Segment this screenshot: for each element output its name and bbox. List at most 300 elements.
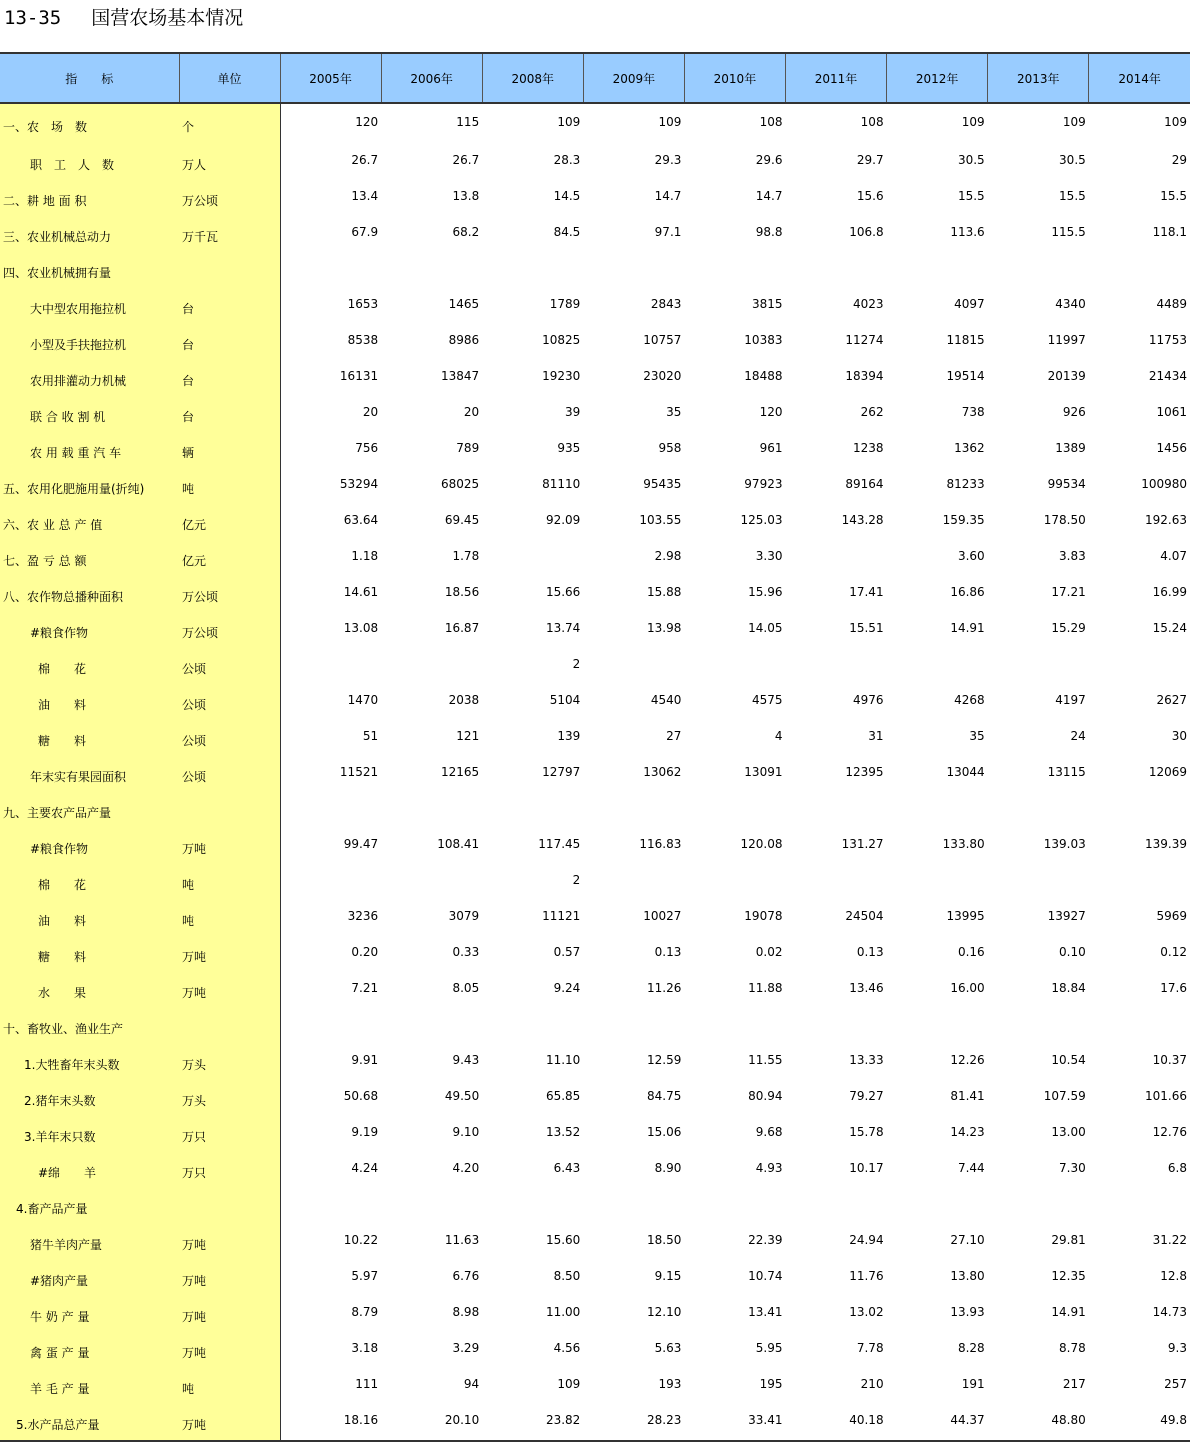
header-year: 2006年 xyxy=(381,53,482,103)
cell-value: 81233 xyxy=(946,477,985,491)
cell-value xyxy=(887,864,988,900)
cell-value: 8.98 xyxy=(452,1305,480,1319)
cell-value xyxy=(381,792,482,828)
cell-value xyxy=(785,648,886,684)
table-row xyxy=(0,540,1190,576)
row-indicator: 3.羊年末只数 xyxy=(0,1116,179,1152)
cell-value xyxy=(583,864,684,900)
cell-value: 99534 xyxy=(1047,477,1086,491)
table-row xyxy=(0,360,1190,396)
cell-value: 13.41 xyxy=(748,1305,783,1319)
cell-value: 19078 xyxy=(744,909,783,923)
row-indicator: 小型及手扶拖拉机 xyxy=(0,324,179,360)
cell-value xyxy=(381,648,482,684)
cell-value xyxy=(988,252,1089,288)
row-unit: 万吨 xyxy=(179,828,280,864)
cell-value: 11274 xyxy=(845,333,884,347)
cell-value: 29.6 xyxy=(755,153,783,167)
cell-value: 10.74 xyxy=(748,1269,783,1283)
cell-value: 131.27 xyxy=(841,837,884,851)
table-body xyxy=(0,103,1190,1441)
header-year: 2013年 xyxy=(988,53,1089,103)
row-unit: 公顷 xyxy=(179,648,280,684)
cell-value: 192.63 xyxy=(1145,513,1187,527)
cell-value: 4.20 xyxy=(452,1161,480,1175)
cell-value: 115.5 xyxy=(1051,225,1086,239)
cell-value: 14.5 xyxy=(553,189,581,203)
cell-value xyxy=(785,252,886,288)
row-indicator: 联 合 收 割 机 xyxy=(0,396,179,432)
cell-value: 97.1 xyxy=(654,225,682,239)
cell-value: 84.5 xyxy=(553,225,581,239)
row-indicator: 四、农业机械拥有量 xyxy=(0,252,179,288)
cell-value: 39 xyxy=(565,405,581,419)
cell-value: 121 xyxy=(456,729,480,743)
cell-value: 12797 xyxy=(542,765,581,779)
table-row xyxy=(0,1368,1190,1404)
row-indicator: 二、耕 地 面 积 xyxy=(0,180,179,216)
table-row xyxy=(0,1224,1190,1260)
cell-value: 20 xyxy=(463,405,480,419)
cell-value: 28.23 xyxy=(583,1404,684,1441)
cell-value: 1362 xyxy=(954,441,985,455)
row-unit: 万公顷 xyxy=(179,612,280,648)
data-table xyxy=(0,52,1190,1442)
cell-value: 5.63 xyxy=(654,1341,682,1355)
cell-value: 1456 xyxy=(1156,441,1187,455)
cell-value: 12.26 xyxy=(950,1053,985,1067)
row-indicator: 七、盈 亏 总 额 xyxy=(0,540,179,576)
cell-value: 51 xyxy=(362,729,379,743)
cell-value: 1389 xyxy=(1055,441,1086,455)
cell-value: 935 xyxy=(557,441,581,455)
cell-value: 738 xyxy=(961,405,985,419)
table-row xyxy=(0,1116,1190,1152)
cell-value: 195 xyxy=(759,1377,783,1391)
row-indicator: 羊 毛 产 量 xyxy=(0,1368,179,1404)
cell-value: 33.41 xyxy=(684,1404,785,1441)
row-indicator: 禽 蛋 产 量 xyxy=(0,1332,179,1368)
cell-value xyxy=(887,1188,988,1224)
cell-value: 14.73 xyxy=(1152,1305,1187,1319)
cell-value: 11753 xyxy=(1148,333,1187,347)
cell-value: 26.7 xyxy=(452,153,480,167)
cell-value: 8.78 xyxy=(1059,1341,1086,1355)
cell-value: 4197 xyxy=(1055,693,1086,707)
cell-value: 113.6 xyxy=(950,225,985,239)
cell-value: 139 xyxy=(557,729,581,743)
cell-value: 13927 xyxy=(1047,909,1086,923)
cell-value: 27.10 xyxy=(950,1233,985,1247)
table-row xyxy=(0,1332,1190,1368)
cell-value: 8538 xyxy=(347,333,379,347)
cell-value: 107.59 xyxy=(1043,1089,1086,1103)
row-unit: 公顷 xyxy=(179,684,280,720)
cell-value: 13847 xyxy=(441,369,480,383)
cell-value: 30 xyxy=(1171,729,1187,743)
row-unit: 台 xyxy=(179,324,280,360)
cell-value: 789 xyxy=(456,441,480,455)
cell-value: 0.13 xyxy=(856,945,884,959)
cell-value: 0.57 xyxy=(553,945,581,959)
cell-value xyxy=(887,792,988,828)
cell-value: 6.43 xyxy=(553,1161,581,1175)
cell-value xyxy=(988,792,1089,828)
cell-value: 92.09 xyxy=(545,513,581,527)
cell-value: 10.22 xyxy=(343,1233,379,1247)
row-indicator: 一、农 场 数 xyxy=(0,103,179,144)
row-unit: 台 xyxy=(179,360,280,396)
row-unit: 吨 xyxy=(179,1368,280,1404)
row-unit: 万只 xyxy=(179,1152,280,1188)
cell-value: 9.10 xyxy=(452,1125,480,1139)
cell-value xyxy=(482,1008,583,1044)
cell-value: 120 xyxy=(759,405,783,419)
cell-value: 0.02 xyxy=(755,945,783,959)
cell-value: 17.6 xyxy=(1160,981,1187,995)
cell-value: 120 xyxy=(355,115,379,129)
table-row xyxy=(0,103,1190,144)
cell-value: 68025 xyxy=(441,477,480,491)
cell-value xyxy=(280,864,381,900)
cell-value: 108 xyxy=(759,115,783,129)
cell-value: 6.8 xyxy=(1167,1161,1187,1175)
cell-value: 89164 xyxy=(845,477,884,491)
cell-value: 4575 xyxy=(751,693,783,707)
cell-value: 15.78 xyxy=(849,1125,884,1139)
cell-value: 109 xyxy=(557,115,581,129)
cell-value: 8986 xyxy=(448,333,480,347)
cell-value: 13115 xyxy=(1047,765,1086,779)
cell-value: 15.5 xyxy=(957,189,985,203)
cell-value: 100980 xyxy=(1141,477,1187,491)
cell-value: 3.83 xyxy=(1059,549,1086,563)
cell-value xyxy=(684,648,785,684)
header-year: 2011年 xyxy=(785,53,886,103)
cell-value xyxy=(684,1008,785,1044)
cell-value: 15.6 xyxy=(856,189,884,203)
row-unit: 万只 xyxy=(179,1116,280,1152)
table-row xyxy=(0,900,1190,936)
table-row xyxy=(0,288,1190,324)
row-indicator: #猪肉产量 xyxy=(0,1260,179,1296)
cell-value: 28.3 xyxy=(553,153,581,167)
table-row xyxy=(0,180,1190,216)
table-row xyxy=(0,684,1190,720)
header-year: 2010年 xyxy=(684,53,785,103)
cell-value: 69.45 xyxy=(444,513,480,527)
cell-value: 5.95 xyxy=(755,1341,783,1355)
cell-value xyxy=(280,1008,381,1044)
cell-value: 14.61 xyxy=(343,585,379,599)
cell-value: 16.00 xyxy=(950,981,985,995)
row-unit: 万吨 xyxy=(179,936,280,972)
row-indicator: 2.猪年末头数 xyxy=(0,1080,179,1116)
table-row xyxy=(0,1008,1190,1044)
cell-value: 17.41 xyxy=(849,585,884,599)
cell-value: 26.7 xyxy=(351,153,379,167)
row-unit: 台 xyxy=(179,288,280,324)
table-row xyxy=(0,720,1190,756)
cell-value xyxy=(684,252,785,288)
cell-value: 0.33 xyxy=(452,945,480,959)
row-unit: 公顷 xyxy=(179,756,280,792)
cell-value: 2843 xyxy=(650,297,682,311)
cell-value: 103.55 xyxy=(639,513,682,527)
table-row xyxy=(0,216,1190,252)
cell-value: 14.7 xyxy=(654,189,682,203)
row-unit: 辆 xyxy=(179,432,280,468)
cell-value: 0.13 xyxy=(654,945,682,959)
cell-value: 16.87 xyxy=(444,621,480,635)
row-indicator: 油 料 xyxy=(0,900,179,936)
cell-value: 6.76 xyxy=(452,1269,480,1283)
row-indicator: 棉 花 xyxy=(0,864,179,900)
cell-value: 9.43 xyxy=(452,1053,480,1067)
cell-value: 109 xyxy=(658,115,682,129)
table-row xyxy=(0,648,1190,684)
cell-value: 13.52 xyxy=(545,1125,581,1139)
cell-value: 1061 xyxy=(1156,405,1187,419)
cell-value: 11.76 xyxy=(849,1269,884,1283)
cell-value: 18394 xyxy=(845,369,884,383)
cell-value: 8.50 xyxy=(553,1269,581,1283)
cell-value: 115 xyxy=(456,115,480,129)
cell-value: 5.97 xyxy=(351,1269,379,1283)
row-indicator: 棉 花 xyxy=(0,648,179,684)
row-indicator: 5.水产品总产量 xyxy=(0,1404,179,1441)
cell-value: 12.76 xyxy=(1152,1125,1187,1139)
cell-value: 109 xyxy=(1164,115,1187,129)
cell-value: 31.22 xyxy=(1152,1233,1187,1247)
cell-value: 81.41 xyxy=(950,1089,985,1103)
row-unit: 万头 xyxy=(179,1044,280,1080)
cell-value: 18.50 xyxy=(647,1233,682,1247)
cell-value: 13.74 xyxy=(545,621,581,635)
table-row xyxy=(0,252,1190,288)
cell-value: 20.10 xyxy=(381,1404,482,1441)
cell-value: 8.05 xyxy=(452,981,480,995)
table-row xyxy=(0,1296,1190,1332)
row-unit: 万吨 xyxy=(179,1260,280,1296)
row-unit: 亿元 xyxy=(179,504,280,540)
cell-value xyxy=(1089,252,1190,288)
cell-value xyxy=(1089,792,1190,828)
cell-value: 9.24 xyxy=(553,981,581,995)
cell-value: 15.5 xyxy=(1059,189,1086,203)
page-title xyxy=(4,6,243,30)
table-row xyxy=(0,504,1190,540)
cell-value: 14.23 xyxy=(950,1125,985,1139)
cell-value xyxy=(482,540,583,576)
cell-value: 143.28 xyxy=(841,513,884,527)
row-indicator: 4.畜产品产量 xyxy=(0,1188,179,1224)
cell-value xyxy=(785,864,886,900)
header-year: 2012年 xyxy=(887,53,988,103)
header-unit: 单位 xyxy=(179,53,280,103)
cell-value: 23.82 xyxy=(482,1404,583,1441)
cell-value xyxy=(785,792,886,828)
cell-value: 3.60 xyxy=(957,549,985,563)
cell-value: 3.18 xyxy=(351,1341,379,1355)
cell-value: 3.29 xyxy=(452,1341,480,1355)
cell-value xyxy=(887,252,988,288)
row-indicator: #粮食作物 xyxy=(0,828,179,864)
cell-value xyxy=(988,648,1089,684)
cell-value xyxy=(684,864,785,900)
cell-value: 139.03 xyxy=(1043,837,1086,851)
cell-value: 262 xyxy=(860,405,884,419)
table-row xyxy=(0,576,1190,612)
cell-value: 12.35 xyxy=(1051,1269,1086,1283)
table-row xyxy=(0,324,1190,360)
cell-value: 63.64 xyxy=(343,513,379,527)
cell-value: 11815 xyxy=(946,333,985,347)
cell-value: 99.47 xyxy=(343,837,379,851)
cell-value: 13.4 xyxy=(351,189,379,203)
cell-value: 10757 xyxy=(643,333,682,347)
cell-value: 15.5 xyxy=(1160,189,1187,203)
cell-value: 3815 xyxy=(751,297,783,311)
cell-value: 1.78 xyxy=(452,549,480,563)
cell-value: 13.98 xyxy=(647,621,682,635)
cell-value: 15.06 xyxy=(647,1125,682,1139)
cell-value: 50.68 xyxy=(343,1089,379,1103)
cell-value: 18488 xyxy=(744,369,783,383)
cell-value xyxy=(1089,1008,1190,1044)
cell-value: 16131 xyxy=(339,369,379,383)
row-unit xyxy=(179,1008,280,1044)
row-unit: 万吨 xyxy=(179,1332,280,1368)
cell-value: 13062 xyxy=(643,765,682,779)
cell-value: 0.20 xyxy=(351,945,379,959)
cell-value: 926 xyxy=(1062,405,1086,419)
row-indicator: 糖 料 xyxy=(0,936,179,972)
row-unit: 万吨 xyxy=(179,1224,280,1260)
cell-value xyxy=(482,252,583,288)
row-unit: 万公顷 xyxy=(179,576,280,612)
cell-value: 13.93 xyxy=(950,1305,985,1319)
header-year: 2008年 xyxy=(482,53,583,103)
cell-value: 11.00 xyxy=(545,1305,581,1319)
cell-value: 30.5 xyxy=(1059,153,1086,167)
cell-value: 7.30 xyxy=(1059,1161,1086,1175)
cell-value: 30.5 xyxy=(957,153,985,167)
cell-value: 49.50 xyxy=(444,1089,480,1103)
row-unit: 台 xyxy=(179,396,280,432)
cell-value: 2038 xyxy=(448,693,480,707)
cell-value: 29.3 xyxy=(654,153,682,167)
cell-value: 109 xyxy=(557,1377,581,1391)
row-indicator: 糖 料 xyxy=(0,720,179,756)
cell-value: 1465 xyxy=(448,297,480,311)
cell-value: 4.56 xyxy=(553,1341,581,1355)
cell-value xyxy=(583,252,684,288)
cell-value: 19230 xyxy=(542,369,581,383)
cell-value: 11.26 xyxy=(647,981,682,995)
table-row xyxy=(0,612,1190,648)
cell-value: 11.55 xyxy=(748,1053,783,1067)
cell-value: 11.10 xyxy=(545,1053,581,1067)
row-indicator: 三、农业机械总动力 xyxy=(0,216,179,252)
cell-value: 97923 xyxy=(744,477,783,491)
cell-value xyxy=(1089,1188,1190,1224)
cell-value: 4097 xyxy=(954,297,985,311)
cell-value: 53294 xyxy=(339,477,379,491)
cell-value: 11121 xyxy=(542,909,581,923)
row-indicator: 农用排灌动力机械 xyxy=(0,360,179,396)
cell-value: 7.21 xyxy=(351,981,379,995)
cell-value: 35 xyxy=(969,729,985,743)
cell-value xyxy=(887,1008,988,1044)
row-unit: 万吨 xyxy=(179,1296,280,1332)
cell-value: 257 xyxy=(1164,1377,1187,1391)
cell-value: 125.03 xyxy=(740,513,783,527)
cell-value: 12395 xyxy=(845,765,884,779)
cell-value: 11.88 xyxy=(748,981,783,995)
cell-value: 111 xyxy=(355,1377,379,1391)
cell-value: 10.37 xyxy=(1152,1053,1187,1067)
cell-value: 9.19 xyxy=(351,1125,379,1139)
cell-value: 13.00 xyxy=(1051,1125,1086,1139)
table-row xyxy=(0,828,1190,864)
cell-value: 80.94 xyxy=(748,1089,783,1103)
cell-value xyxy=(988,1188,1089,1224)
header-year: 2009年 xyxy=(583,53,684,103)
cell-value: 961 xyxy=(759,441,783,455)
cell-value: 4340 xyxy=(1055,297,1086,311)
row-unit: 万人 xyxy=(179,144,280,180)
row-indicator: 九、主要农产品产量 xyxy=(0,792,179,828)
table-row xyxy=(0,1260,1190,1296)
row-indicator: 八、农作物总播种面积 xyxy=(0,576,179,612)
cell-value: 23020 xyxy=(643,369,682,383)
cell-value: 18.84 xyxy=(1051,981,1086,995)
cell-value: 12069 xyxy=(1148,765,1187,779)
cell-value: 49.8 xyxy=(1089,1404,1190,1441)
cell-value: 8.28 xyxy=(957,1341,985,1355)
cell-value: 20139 xyxy=(1047,369,1086,383)
cell-value: 65.85 xyxy=(545,1089,581,1103)
cell-value: 178.50 xyxy=(1043,513,1086,527)
cell-value: 108 xyxy=(860,115,884,129)
cell-value: 16.86 xyxy=(950,585,985,599)
cell-value xyxy=(785,1008,886,1044)
cell-value: 1238 xyxy=(853,441,884,455)
cell-value xyxy=(381,864,482,900)
cell-value xyxy=(280,648,381,684)
cell-value: 13.8 xyxy=(452,189,480,203)
cell-value: 31 xyxy=(868,729,884,743)
cell-value: 3236 xyxy=(347,909,379,923)
cell-value: 4540 xyxy=(650,693,682,707)
cell-value: 98.8 xyxy=(755,225,783,239)
cell-value: 12.59 xyxy=(647,1053,682,1067)
table-row xyxy=(0,792,1190,828)
cell-value: 1.18 xyxy=(351,549,379,563)
row-unit xyxy=(179,252,280,288)
row-indicator: 1.大牲畜年末头数 xyxy=(0,1044,179,1080)
cell-value: 13.33 xyxy=(849,1053,884,1067)
row-unit: 公顷 xyxy=(179,720,280,756)
cell-value: 109 xyxy=(961,115,985,129)
cell-value: 15.60 xyxy=(545,1233,581,1247)
cell-value: 14.91 xyxy=(950,621,985,635)
cell-value: 14.7 xyxy=(755,189,783,203)
table-row xyxy=(0,972,1190,1008)
cell-value: 12.8 xyxy=(1160,1269,1187,1283)
cell-value: 4023 xyxy=(853,297,884,311)
